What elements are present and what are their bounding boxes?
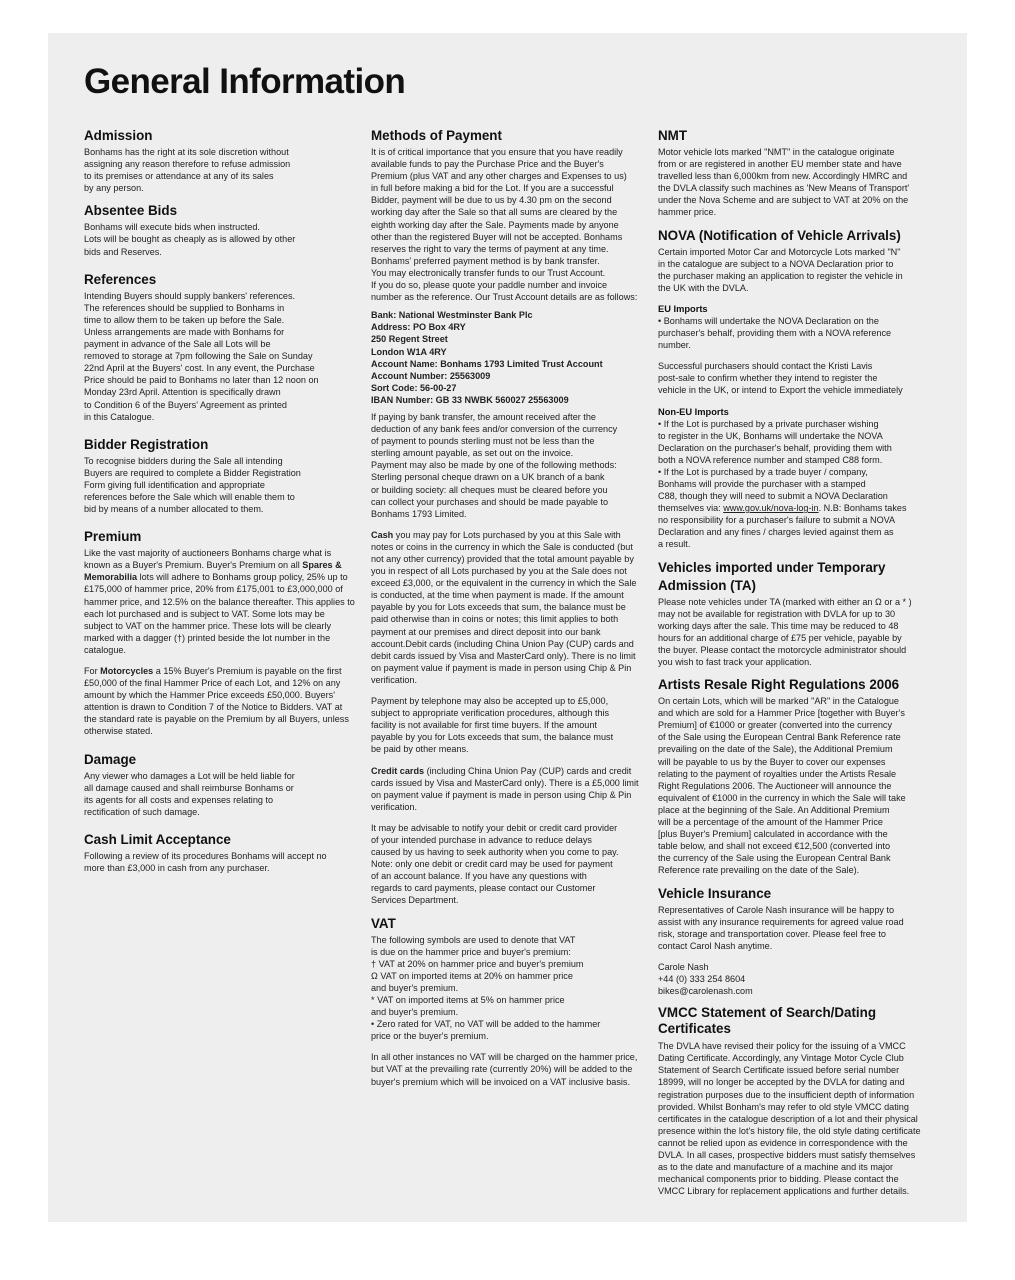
absentee-bids-section: [84, 203, 356, 257]
text-line: available funds to pay the Purchase Price and the Buyer's: [371, 159, 604, 170]
text-line: Buyers are required to complete a Bidder Registration: [84, 467, 301, 478]
vat-heading: VAT: [371, 915, 396, 931]
text-line: The following symbols are used to denote that VAT: [371, 934, 576, 945]
text-line: the purchaser making an application to register the vehicle in: [658, 270, 903, 281]
text-line: On certain Lots, which will be marked "AR" in the Catalogue: [658, 696, 899, 707]
text-line: Intending Buyers should supply bankers' references.: [84, 290, 296, 301]
text-line: • If the Lot is purchased by a private purchaser wishing: [658, 418, 879, 429]
text-line: • Zero rated for VAT, no VAT will be added to the hammer: [371, 1019, 601, 1030]
text-line: you wish to fast track your application.: [658, 657, 812, 667]
text-line: the UK with the DVLA.: [658, 282, 749, 293]
cash-paragraph: [371, 529, 644, 686]
damage-heading: Damage: [84, 751, 137, 767]
text-line: to its premises or attendance at any of its sales: [84, 171, 274, 182]
text-line: Declaration on the purchaser's behalf, providing them with: [658, 442, 892, 453]
text-line: Bonhams has the right at its sole discretion without: [84, 147, 289, 157]
non-eu-imports-heading: Non-EU Imports: [658, 406, 729, 417]
text-line: to Condition 6 of the Buyers' Agreement as printed: [84, 399, 287, 410]
cash-limit-heading: Cash Limit Acceptance: [84, 831, 231, 847]
text-line: Bonhams will execute bids when instructed.: [84, 222, 260, 233]
text-line: mechanical components prior to bidding. Please contact the: [658, 1174, 899, 1185]
text-line: and which are sold for a Hammer Price [together with Buyer's: [658, 708, 905, 719]
nova-section: [658, 228, 933, 551]
text-line: references before the Sale which will enable them to: [84, 491, 295, 502]
text-span: (including China Union Pay (CUP) cards and credit cards issued by Visa and MasterCard only). There is a £5,000 limit on payment value if payment is made in person using Chip & Pin verification.: [371, 765, 639, 812]
text-line: Declaration and any fines / charges levied against them as: [658, 527, 894, 538]
text-line: all damage caused and shall reimburse Bonhams or: [84, 782, 294, 793]
text-line: You may electronically transfer funds to our Trust Account.: [371, 267, 606, 278]
text-line: of your intended purchase in advance to reduce delays: [371, 834, 592, 845]
text-line: and buyer's premium.: [371, 982, 459, 993]
credit-cards-paragraph: [371, 765, 644, 813]
text-line: DVLA. In all cases, prospective bidders must satisfy themselves: [658, 1150, 916, 1160]
text-line: • Bonhams will undertake the NOVA Declaration on the: [658, 315, 879, 326]
text-span: lots will adhere to Bonhams group policy, 25% up to £175,000 of hammer price, 20% from £175,001 to £3,000,000 of hammer price, and 12.5% on the balance thereafter. This applies to each lot purchased and is subject to VAT. Some lots may be subject to VAT on the hammer price. These lots will be clearly marked with a dagger (†) printed beside the lot number in the catalogue.: [84, 572, 355, 655]
methods-of-payment-section: [371, 128, 644, 303]
contact-phone: +44 (0) 333 254 8604: [658, 973, 746, 984]
text-line: Successful purchasers should contact the Kristi Lavis: [658, 361, 873, 372]
text-line: contact Carol Nash anytime.: [658, 940, 773, 951]
text-line: Account Number: 25563009: [371, 370, 491, 381]
text-line: number as the reference. Our Trust Account details are as follows:: [371, 292, 638, 303]
text-line: in the catalogue are subject to a NOVA Declaration prior to: [658, 258, 894, 269]
text-line: Sterling personal cheque drawn on a UK branch of a bank: [371, 472, 605, 483]
text-line: The DVLA have revised their policy for the issuing of a VMCC: [658, 1041, 906, 1052]
text-line: payable by you for Lots exceeds that sum, the balance must: [371, 732, 614, 743]
text-line: number.: [658, 340, 691, 351]
text-span: themselves via:: [658, 503, 724, 514]
text-line: Please note vehicles under TA (marked with either an Ω or a * ): [658, 596, 912, 607]
bold-text: Credit cards: [371, 765, 425, 776]
damage-section: [84, 752, 356, 818]
premium-heading: Premium: [84, 529, 142, 545]
text-line: under the Nova Scheme and are subject to VAT at 20% on the: [658, 195, 909, 206]
text-line: post-sale to confirm whether they intend to register the: [658, 373, 878, 384]
text-line: Bonhams' preferred payment method is by bank transfer.: [371, 255, 600, 266]
text-line: hours for an additional charge of £75 per vehicle, payable by: [658, 632, 902, 643]
text-line: assigning any reason therefore to refuse admission: [84, 159, 291, 170]
text-line: price or the buyer's premium.: [371, 1031, 489, 1042]
text-line: working day after the Sale so that all sums are cleared by the: [371, 207, 618, 218]
text-line: Bank: National Westminster Bank Plc: [371, 310, 533, 321]
text-line: Form giving full identification and appropriate: [84, 479, 265, 490]
text-line: payment in advance of the Sale all Lots will be: [84, 339, 271, 350]
references-heading: References: [84, 271, 157, 287]
text-line: reserves the right to vary the terms of payment at any time.: [371, 243, 609, 254]
text-line: no responsibility for a purchaser's failure to submit a NOVA: [658, 515, 896, 526]
text-line: Dating Certificate. Accordingly, any Vintage Motor Cycle Club: [658, 1053, 904, 1064]
text-line: and buyer's premium.: [371, 1007, 459, 1018]
text-line: If you do so, please quote your paddle number and invoice: [371, 280, 608, 291]
vmcc-section: [658, 1006, 933, 1197]
text-line: London W1A 4RY: [371, 346, 447, 357]
page-title: General Information: [84, 62, 406, 101]
insurance-heading: Vehicle Insurance: [658, 885, 772, 901]
text-line: [plus Buyer's Premium] calculated in accordance with the: [658, 829, 888, 840]
text-line: risk, storage and transportation cover. Please feel free to: [658, 928, 886, 939]
admission-heading: Admission: [84, 128, 153, 143]
text-line: of payment to pounds sterling must not be less than the: [371, 436, 595, 447]
vehicle-insurance-section: [658, 886, 933, 998]
text-line: be paid by other means.: [371, 744, 469, 755]
text-line: relating to the payment of royalties under the Artists Resale: [658, 768, 897, 779]
text-line: Address: PO Box 4RY: [371, 322, 466, 333]
temporary-admission-section: [658, 560, 933, 669]
bidder-registration-heading: Bidder Registration: [84, 436, 209, 452]
text-line: bids and Reserves.: [84, 246, 162, 257]
text-line: It is of critical importance that you ensure that you have readily: [371, 147, 623, 157]
vmcc-heading-line-1: VMCC Statement of Search/Dating: [658, 1005, 877, 1021]
text-line: It may be advisable to notify your debit or credit card provider: [371, 822, 618, 833]
text-span: Like the vast majority of auctioneers Bonhams charge what is known as a Buyer's Premium. Buyer's Premium on all: [84, 548, 332, 571]
text-line: Note: only one debit or credit card may be used for payment: [371, 859, 613, 870]
text-line: Reference rate prevailing on the date of the Sale).: [658, 865, 860, 876]
text-line: Bonhams 1793 Limited.: [371, 508, 467, 519]
text-line: Ω VAT on imported items at 20% on hammer price: [371, 970, 573, 981]
text-line: Premium] of €1000 or greater (converted into the currency: [658, 720, 893, 731]
text-line: buyer's premium which will be invoiced on a VAT inclusive basis.: [371, 1076, 630, 1087]
text-line: VMCC Library for replacement applications and further details.: [658, 1186, 910, 1197]
text-line: can collect your purchases and should be made payable to: [371, 496, 609, 507]
text-line: eighth working day after the Sale. Payments made by anyone: [371, 219, 619, 230]
text-line: in this Catalogue.: [84, 411, 155, 422]
text-line: subject to appropriate verification procedures, although this: [371, 708, 610, 719]
text-line: Payment by telephone may also be accepted up to £5,000,: [371, 696, 609, 707]
nova-heading: NOVA (Notification of Vehicle Arrivals): [658, 227, 901, 243]
telephone-paragraph: [371, 695, 644, 755]
text-span: For: [84, 666, 101, 676]
text-line: but VAT at the prevailing rate (currently 20%) will be added to the: [371, 1064, 633, 1075]
text-line: If paying by bank transfer, the amount received after the: [371, 411, 596, 422]
cash-limit-section: [84, 832, 356, 874]
text-line: a result.: [658, 539, 691, 550]
text-line: purchaser's behalf, providing them with a NOVA reference: [658, 328, 892, 339]
text-line: Any viewer who damages a Lot will be held liable for: [84, 770, 295, 781]
text-line: equivalent of €1000 in the currency in which the Sale will take: [658, 792, 906, 803]
text-line: its agents for all costs and expenses relating to: [84, 794, 274, 805]
text-line: Payment may also be made by one of the following methods:: [371, 460, 617, 471]
text-line: table below, and shall not exceed €12,500 (converted into: [658, 841, 891, 852]
references-section: [84, 272, 356, 423]
text-line: time to allow them to be taken up before the Sale.: [84, 314, 285, 325]
absentee-bids-heading: Absentee Bids: [84, 203, 178, 219]
methods-of-payment-heading: Methods of Payment: [371, 128, 502, 143]
text-line: will be payable to us by the Buyer to cover our expenses: [658, 756, 886, 767]
text-line: In all other instances no VAT will be charged on the hammer price,: [371, 1052, 638, 1063]
text-line: Lots will be bought as cheaply as is allowed by other: [84, 234, 296, 245]
vat-section: [371, 916, 644, 1088]
text-line: the currency of the Sale using the European Central Bank: [658, 853, 891, 864]
text-line: in full before making a bid for the Lot. If you are a successful: [371, 183, 614, 194]
text-line: is due on the hammer price and buyer's premium:: [371, 946, 571, 957]
artists-resale-right-section: [658, 677, 933, 876]
bidder-registration-section: [84, 437, 356, 515]
text-line: 18999, will no longer be accepted by the DVLA for dating and: [658, 1077, 905, 1088]
text-line: • If the Lot is purchased by a trade buyer / company,: [658, 466, 868, 477]
text-line: Services Department.: [371, 895, 459, 906]
ta-heading-line-2: Admission (TA): [658, 577, 756, 593]
column-1: [84, 128, 356, 883]
text-line: Premium (plus VAT and any other charges and Expenses to us): [371, 171, 627, 182]
premium-paragraph-1: [84, 547, 356, 656]
text-line: more than £3,000 in cash from any purchaser.: [84, 863, 270, 874]
contact-email: bikes@carolenash.com: [658, 986, 753, 997]
text-line: presence within the lot's history file, the old style dating certificate: [658, 1125, 921, 1136]
text-line: certificates in the catalogue description of a lot and their physical: [658, 1113, 918, 1124]
advisable-paragraph: [371, 822, 644, 907]
text-span: you may pay for Lots purchased by you at this Sale with notes or coins in the currency in which the Sale is conducted (but not any other currency) provided that the total amount payable by you in respect of all Lots purchased by you at the Sale does not exceed £3,000, or the equivalent in the currency in which the Sale is conducted, at the time when payment is made. If the amount payable by you for Lots exceeds that sum, the balance must be paid otherwise than in coins or notes; this limit applies to both payment at our premises and direct deposit into our bank account.Debit cards (including China Union Pay (CUP) cards and debit cards issued by Visa and MasterCard only). There is no limit on payment value if payment is made in person using Chip & Pin verification.: [371, 529, 637, 685]
text-line: Motor vehicle lots marked "NMT" in the catalogue originate: [658, 147, 895, 157]
text-line: Price should be paid to Bonhams no later than 12 noon on: [84, 375, 319, 386]
text-line: vehicle in the UK, or intend to Export the vehicle immediately: [658, 385, 903, 396]
text-line: [658, 502, 933, 514]
text-span: a 15% Buyer's Premium is payable on the first £50,000 of the final Hammer Price of each Lot, and 12% on any amount by which the Hammer Price exceeds £50,000. Buyers' attention is drawn to Condition 7 of the Notice to Bidders. VAT at the standard rate is payable on the Premium by all Buyers, unless otherwise stated.: [84, 666, 349, 737]
text-line: will be a percentage of the amount of the Hammer Price: [658, 817, 883, 828]
text-line: removed to storage at 7pm following the Sale on Sunday: [84, 351, 313, 362]
text-line: working days after the sale. This time may be reduced to 48: [658, 620, 899, 631]
nova-link[interactable]: www.gov.uk/nova-log-in: [723, 503, 819, 514]
text-line: C88, though they will need to submit a NOVA Declaration: [658, 491, 888, 502]
text-line: other than the registered Buyer will not be accepted. Bonhams: [371, 231, 623, 242]
text-line: Right Regulations 2006. The Auctioneer will announce the: [658, 780, 892, 791]
text-line: Unless arrangements are made with Bonhams for: [84, 326, 285, 337]
text-line: provided. Whilst Bonham's may refer to old style VMCC dating: [658, 1101, 909, 1112]
text-line: from or are registered in another EU member state and have: [658, 159, 902, 170]
text-line: of an account balance. If you have any questions with: [371, 871, 587, 882]
text-line: Representatives of Carole Nash insurance will be happy to: [658, 904, 895, 915]
eu-imports-heading: EU Imports: [658, 303, 708, 314]
text-line: as to the date and manufacture of a machine and its major: [658, 1162, 894, 1173]
text-line: regards to card payments, please contact our Customer: [371, 883, 596, 894]
text-line: travelled less than 6,000km from new. Accordingly HMRC and: [658, 171, 908, 182]
text-line: cannot be relied upon as evidence in correspondence with the: [658, 1137, 908, 1148]
text-line: 22nd April at the Buyers' cost. In any event, the Purchase: [84, 363, 315, 374]
text-line: Following a review of its procedures Bonhams will accept no: [84, 850, 327, 861]
text-line: Sort Code: 56-00-27: [371, 382, 457, 393]
vmcc-heading-line-2: Certificates: [658, 1021, 731, 1037]
text-line: of the Sale using the European Central Bank Reference rate: [658, 732, 901, 743]
bank-transfer-text: [371, 411, 644, 520]
text-line: deduction of any bank fees and/or conversion of the currency: [371, 424, 618, 435]
text-line: 250 Regent Street: [371, 334, 448, 345]
text-line: bid by means of a number allocated to them.: [84, 504, 264, 515]
text-line: both a NOVA reference number and stamped C88 form.: [658, 454, 883, 465]
text-line: Certain imported Motor Car and Motorcycle Lots marked "N": [658, 246, 901, 257]
text-line: may not be available for registration with DVLA for up to 30: [658, 608, 896, 619]
arr-heading: Artists Resale Right Regulations 2006: [658, 677, 900, 693]
text-line: caused by us having to seek authority when you come to pay.: [371, 847, 619, 858]
bold-text: Cash: [371, 529, 394, 540]
text-line: assist with any insurance requirements for agreed value road: [658, 916, 904, 927]
text-line: or building society: all cheques must be cleared before you: [371, 484, 608, 495]
text-line: Bonhams will provide the purchaser with a stamped: [658, 478, 866, 489]
nmt-heading: NMT: [658, 128, 688, 143]
bold-text: Spares & Memorabilia: [84, 560, 342, 583]
nmt-section: [658, 128, 933, 219]
text-line: registration purposes due to the insufficient depth of information: [658, 1089, 915, 1100]
premium-section: [84, 529, 356, 737]
premium-paragraph-2: [84, 665, 356, 738]
ta-heading-line-1: Vehicles imported under Temporary: [658, 559, 886, 575]
text-line: rectification of such damage.: [84, 806, 200, 817]
column-3: [658, 128, 933, 1206]
text-line: † VAT at 20% on hammer price and buyer's premium: [371, 958, 584, 969]
text-line: Account Name: Bonhams 1793 Limited Trust Account: [371, 358, 603, 369]
text-line: prevailing on the date of the Sale), the Additional Premium: [658, 744, 893, 755]
text-line: IBAN Number: GB 33 NWBK 560027 25563009: [371, 394, 569, 405]
text-line: hammer price.: [658, 207, 717, 218]
text-line: sterling amount payable, as set out on the invoice.: [371, 448, 574, 459]
bold-text: Motorcycles: [100, 666, 154, 676]
contact-name: Carole Nash: [658, 961, 709, 972]
text-line: The references should be supplied to Bonhams in: [84, 302, 285, 313]
text-line: * VAT on imported items at 5% on hammer price: [371, 995, 565, 1005]
text-line: place at the beginning of the Sale. An Additional Premium: [658, 804, 890, 815]
text-line: Bidder, payment will be due to us by 4.30 pm on the second: [371, 195, 612, 206]
text-line: by any person.: [84, 183, 144, 194]
text-line: the DVLA classify such machines as 'New Means of Transport': [658, 183, 910, 194]
text-line: To recognise bidders during the Sale all intending: [84, 455, 283, 466]
bank-details: [371, 309, 644, 406]
text-line: Statement of Search Certificate issued before serial number: [658, 1065, 900, 1076]
text-span: . N.B: Bonhams takes: [818, 503, 907, 514]
text-line: facility is not available for first time buyers. If the amount: [371, 720, 597, 731]
text-line: to register in the UK, Bonhams will undertake the NOVA: [658, 430, 883, 441]
text-line: Monday 23rd April. Attention is specifically drawn: [84, 387, 281, 398]
column-2: [371, 128, 644, 1088]
text-line: the buyer. Please contact the motorcycle administrator should: [658, 644, 907, 655]
admission-section: [84, 128, 356, 194]
